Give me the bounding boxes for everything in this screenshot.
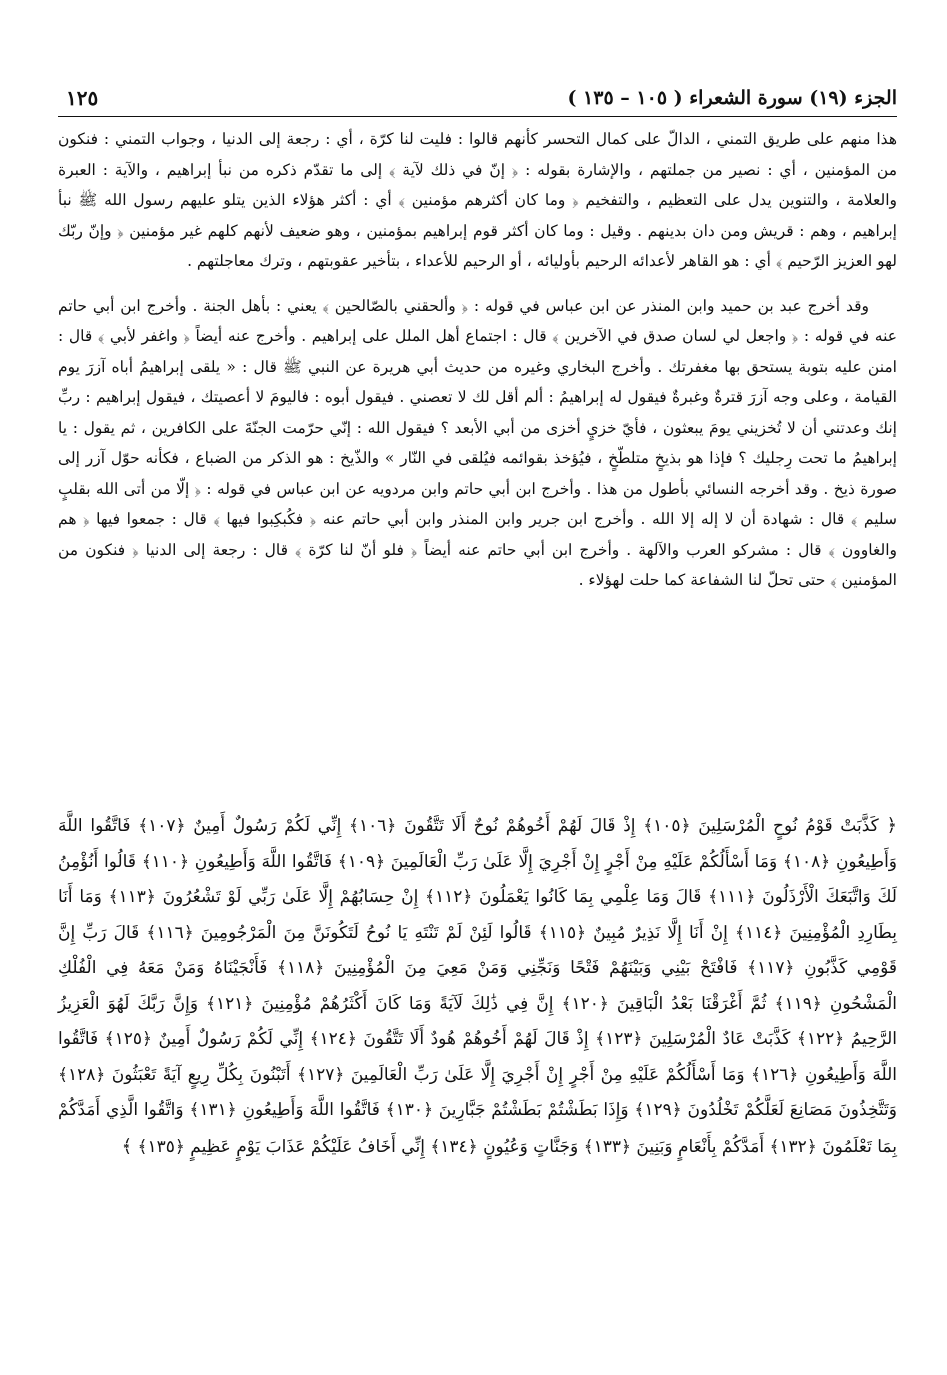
running-title: الجزء (١٩) سورة الشعراء ( ١٠٥ – ١٣٥ ) bbox=[567, 87, 897, 109]
page-header bbox=[58, 80, 897, 117]
page-number: ١٢٥ bbox=[66, 86, 99, 110]
quran-verses bbox=[58, 808, 897, 1165]
book-page bbox=[58, 80, 897, 1340]
closing-bracket-ornament: ﴾ bbox=[121, 1135, 133, 1157]
opening-bracket-ornament: ﴿ bbox=[886, 815, 897, 836]
verses-105-135: كَذَّبَتْ قَوْمُ نُوحٍ الْمُرْسَلِينَ ﴿١٠٥﴾ إِذْ قَالَ لَهُمْ أَخُوهُمْ نُوحٌ أَلَا تَتَّقُونَ ﴿١٠٦﴾ إِنِّي لَكُمْ رَسُولٌ أَمِينٌ ﴿١٠٧﴾ فَاتَّقُوا اللَّهَ وَأَطِيعُونِ ﴿١٠٨﴾ وَمَا أَسْأَلُكُمْ عَلَيْهِ مِنْ أَجْرٍ إِنْ أَجْرِيَ إِلَّا عَلَىٰ رَبِّ الْعَالَمِينَ ﴿١٠٩﴾ فَاتَّقُوا اللَّهَ وَأَطِيعُونِ ﴿١١٠﴾ قَالُوا أَنُؤْمِنُ لَكَ وَاتَّبَعَكَ الْأَرْذَلُونَ ﴿١١١﴾ قَالَ وَمَا عِلْمِي بِمَا كَانُوا يَعْمَلُونَ ﴿١١٢﴾ إِنْ حِسَابُهُمْ إِلَّا عَلَىٰ رَبِّي لَوْ تَشْعُرُونَ ﴿١١٣﴾ وَمَا أَنَا بِطَارِدِ الْمُؤْمِنِينَ ﴿١١٤﴾ إِنْ أَنَا إِلَّا نَذِيرٌ مُبِينٌ ﴿١١٥﴾ قَالُوا لَئِنْ لَمْ تَنْتَهِ يَا نُوحُ لَتَكُونَنَّ مِنَ الْمَرْجُومِينَ ﴿١١٦﴾ قَالَ رَبِّ إِنَّ قَوْمِي كَذَّبُونِ ﴿١١٧﴾ فَافْتَحْ بَيْنِي وَبَيْنَهُمْ فَتْحًا وَنَجِّنِي وَمَنْ مَعِيَ مِنَ الْمُؤْمِنِينَ ﴿١١٨﴾ فَأَنْجَيْنَاهُ وَمَنْ مَعَهُ فِي الْفُلْكِ الْمَشْحُونِ ﴿١١٩﴾ ثُمَّ أَغْرَقْنَا بَعْدُ الْبَاقِينَ ﴿١٢٠﴾ إِنَّ فِي ذَٰلِكَ لَآيَةً وَمَا كَانَ أَكْثَرُهُمْ مُؤْمِنِينَ ﴿١٢١﴾ وَإِنَّ رَبَّكَ لَهُوَ الْعَزِيزُ الرَّحِيمُ ﴿١٢٢﴾ كَذَّبَتْ عَادٌ الْمُرْسَلِينَ ﴿١٢٣﴾ إِذْ قَالَ لَهُمْ أَخُوهُمْ هُودٌ أَلَا تَتَّقُونَ ﴿١٢٤﴾ إِنِّي لَكُمْ رَسُولٌ أَمِينٌ ﴿١٢٥﴾ فَاتَّقُوا اللَّهَ وَأَطِيعُونِ ﴿١٢٦﴾ وَمَا أَسْأَلُكُمْ عَلَيْهِ مِنْ أَجْرٍ إِنْ أَجْرِيَ إِلَّا عَلَىٰ رَبِّ الْعَالَمِينَ ﴿١٢٧﴾ أَتَبْنُونَ بِكُلِّ رِيعٍ آيَةً تَعْبَثُونَ ﴿١٢٨﴾ وَتَتَّخِذُونَ مَصَانِعَ لَعَلَّكُمْ تَخْلُدُونَ ﴿١٢٩﴾ وَإِذَا بَطَشْتُمْ بَطَشْتُمْ جَبَّارِينَ ﴿١٣٠﴾ فَاتَّقُوا اللَّهَ وَأَطِيعُونِ ﴿١٣١﴾ وَاتَّقُوا الَّذِي أَمَدَّكُمْ بِمَا تَعْلَمُونَ ﴿١٣٢﴾ أَمَدَّكُمْ بِأَنْعَامٍ وَبَنِينَ ﴿١٣٣﴾ وَجَنَّاتٍ وَعُيُونٍ ﴿١٣٤﴾ إِنِّي أَخَافُ عَلَيْكُمْ عَذَابَ يَوْمٍ عَظِيمٍ ﴿١٣٥﴾ bbox=[58, 816, 898, 1157]
commentary-text bbox=[58, 124, 897, 596]
commentary-paragraph-2: وقد أخرج عبد بن حميد وابن المنذر عن ابن عباس في قوله : ﴿ وألحقني بالصّالحين ﴾ يعني : بأهل الجنة . وأخرج ابن أبي حاتم عنه في قوله : ﴿ واجعل لي لسان صدق في الآخرين ﴾ قال : اجتماع أهل الملل على إبراهيم . وأخرج عنه أيضاً ﴿ واغفر لأبي ﴾ قال : امنن عليه بتوبة يستحق بها مغفرتك . وأخرج البخاري وغيره من حديث أبي هريرة عن النبي ﷺ قال : « يلقى إبراهيمُ أباه آزرَ يوم القيامة ، وعلى وجه آزرَ قترةٌ وغبرةٌ فيقول له إبراهيمُ : ألم أقل لك لا تعصني . فيقول أبوه : فاليومَ لا أعصيتك ، فيقول إبراهيم : ربِّ إنك وعدتني أن لا تُخزيني يومَ يبعثون ، فأيّ خزيٍ أخزى من أبي الأبعد ؟ فيقول الله : إنّي حرّمت الجنّةَ على الكافرين ، ثم يقول : يا إبراهيمُ ما تحت رِجليك ؟ فإذا هو بذيخٍ متلطّخٍ ، فيُؤخذ بقوائمه فيُلقى في النّار » والذّيخ : هو الذكر من الضباع ، فكأنه حوّل آزر إلى صورة ذيخ . وقد أخرجه النسائي بأطول من هذا . وأخرج ابن أبي حاتم وابن مردويه عن ابن عباس في قوله : ﴿ إلّا من أتى الله بقلبٍ سليم ﴾ قال : شهادة أن لا إله إلا الله . وأخرج ابن جرير وابن المنذر وابن أبي حاتم عنه ﴿ فكُبكِبوا فيها ﴾ قال : جمعوا فيها ﴿ هم والغاوون ﴾ قال : مشركو العرب والآلهة . وأخرج ابن أبي حاتم عنه أيضاً ﴿ فلو أنّ لنا كرّة ﴾ قال : رجعة إلى الدنيا ﴿ فنكون من المؤمنين ﴾ حتى تحلّ لنا الشفاعة كما حلت لهؤلاء . bbox=[58, 296, 897, 589]
quran-text-block bbox=[58, 808, 897, 1165]
commentary-paragraph-1: هذا منهم على طريق التمني ، الدالّ على كمال التحسر كأنهم قالوا : فليت لنا كرّة ، أي : رجعة إلى الدنيا ، وجواب التمني : فنكون من المؤمنين ، أي : نصير من جملتهم ، والإشارة بقوله : ﴿ إنّ في ذلك لآية ﴾ إلى ما تقدّم ذكره من نبأ إبراهيم ، والآية : العبرة والعلامة ، والتنوين يدل على التعظيم ، والتفخيم ﴿ وما كان أكثرهم مؤمنين ﴾ أي : أكثر هؤلاء الذين يتلو عليهم رسول الله ﷺ نبأ إبراهيم ، وهم : قريش ومن دان بدينهم . وقيل : وما كان أكثر قوم إبراهيم بمؤمنين ، وهو ضعيف لأنهم كلهم غير مؤمنين ﴿ وإنّ ربّك لهو العزيز الرّحيم ﴾ أي : هو القاهر لأعدائه الرحيم بأوليائه ، أو الرحيم للأعداء ، بتأخير عقوبتهم ، وترك معاجلتهم . bbox=[58, 130, 897, 270]
